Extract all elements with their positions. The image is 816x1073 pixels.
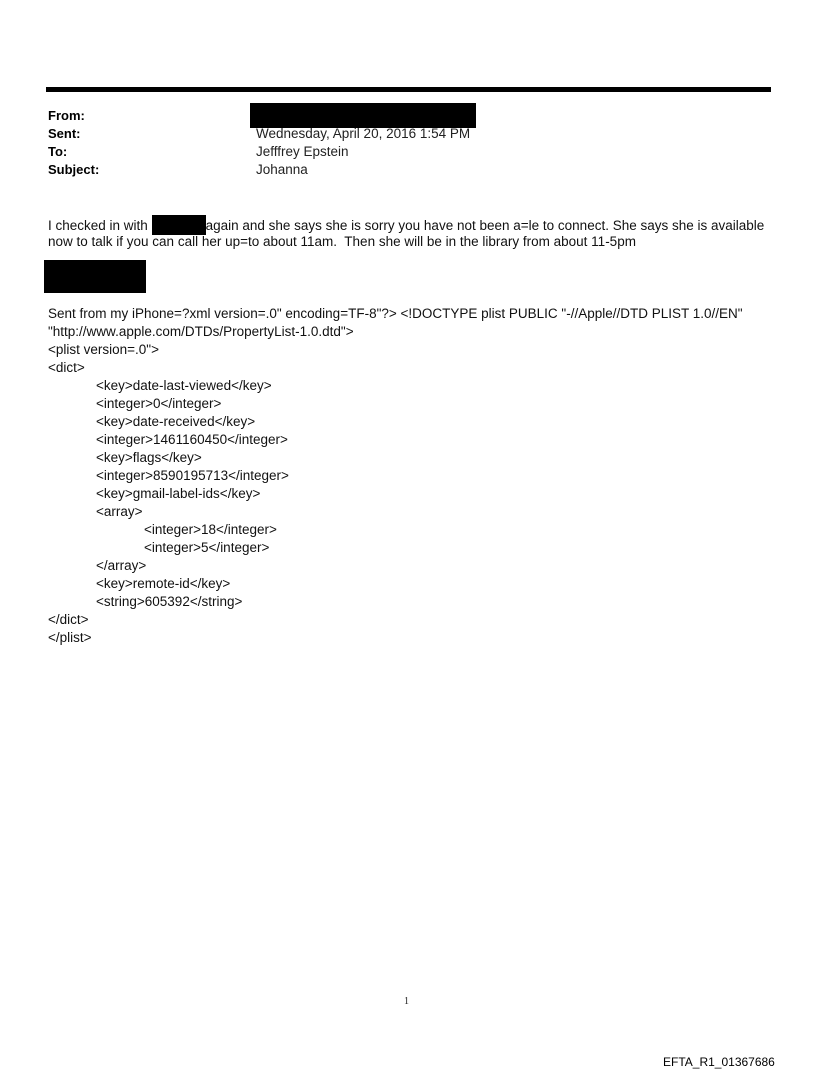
sent-value: Wednesday, April 20, 2016 1:54 PM	[256, 126, 471, 141]
page-number: 1	[404, 996, 409, 1007]
xml-line: </array>	[96, 558, 147, 573]
to-label: To:	[48, 144, 68, 159]
xml-line: <integer>5</integer>	[144, 540, 270, 555]
xml-line: </plist>	[48, 630, 92, 645]
xml-line: <key>remote-id</key>	[96, 576, 231, 591]
message-line-1-start: I checked in with	[48, 218, 152, 233]
message-line-1-end: again and she says she is sorry you have not been a=le to connect. She says she is available	[205, 218, 765, 233]
signature-line-1: Sent from my iPhone=?xml version=.0" encoding=TF-8"?> <!DOCTYPE plist PUBLIC "-//Apple//DTD PLIST 1.0//EN"	[48, 306, 743, 321]
xml-line: <key>gmail-label-ids</key>	[96, 486, 261, 501]
from-label: From:	[48, 108, 85, 123]
xml-line: <string>605392</string>	[96, 594, 243, 609]
message-line-2: now to talk if you can call her up=to about 11am. Then she will be in the library from about 11-5pm	[48, 234, 636, 249]
subject-value: Johanna	[256, 162, 308, 177]
xml-line: <integer>8590195713</integer>	[96, 468, 289, 483]
document-id: EFTA_R1_01367686	[663, 1055, 775, 1069]
signature-line-3: <plist version=.0">	[48, 342, 159, 357]
sent-label: Sent:	[48, 126, 81, 141]
signature-redaction	[44, 260, 146, 293]
xml-line: <key>date-last-viewed</key>	[96, 378, 272, 393]
xml-line: <key>date-received</key>	[96, 414, 256, 429]
xml-line: <integer>0</integer>	[96, 396, 222, 411]
signature-line-4: <dict>	[48, 360, 85, 375]
xml-line: <integer>1461160450</integer>	[96, 432, 288, 447]
xml-line: <key>flags</key>	[96, 450, 202, 465]
name-redaction	[152, 215, 206, 235]
xml-line: <array>	[96, 504, 143, 519]
xml-line: </dict>	[48, 612, 89, 627]
signature-line-2: "http://www.apple.com/DTDs/PropertyList-1.0.dtd">	[48, 324, 354, 339]
xml-line: <integer>18</integer>	[144, 522, 277, 537]
subject-label: Subject:	[48, 162, 100, 177]
to-value: Jefffrey Epstein	[256, 144, 349, 159]
header-rule	[46, 87, 771, 92]
message-line-1	[48, 215, 764, 235]
